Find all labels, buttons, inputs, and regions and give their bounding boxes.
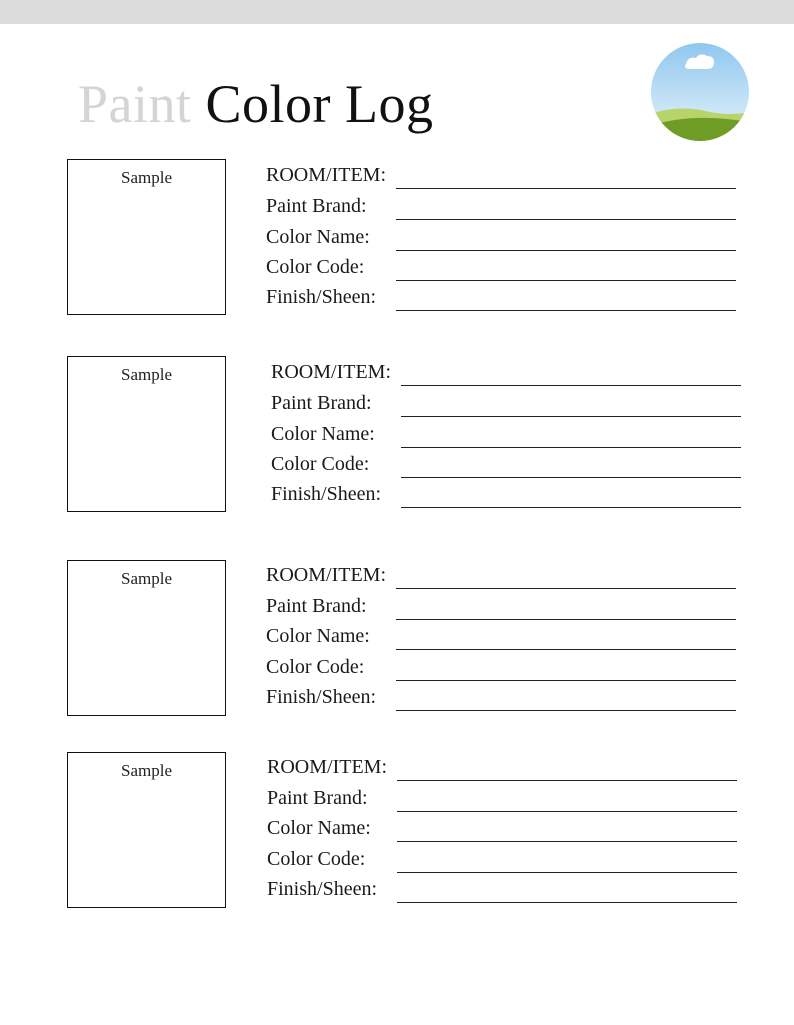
color-code-line[interactable] bbox=[397, 872, 737, 873]
landscape-sky-grass-icon bbox=[650, 42, 750, 142]
finish-sheen-line[interactable] bbox=[397, 902, 737, 903]
room-item-line[interactable] bbox=[396, 588, 736, 589]
room-item-label: ROOM/ITEM: bbox=[266, 164, 386, 186]
color-name-line[interactable] bbox=[401, 447, 741, 448]
sample-swatch-box[interactable] bbox=[67, 560, 226, 716]
paint-brand-line[interactable] bbox=[397, 811, 737, 812]
color-code-line[interactable] bbox=[401, 477, 741, 478]
color-code-label: Color Code: bbox=[266, 256, 365, 278]
paint-brand-label: Paint Brand: bbox=[266, 195, 367, 217]
title-part-paint: Paint bbox=[78, 74, 192, 134]
color-name-label: Color Name: bbox=[267, 817, 371, 839]
color-name-field[interactable] bbox=[267, 815, 747, 845]
finish-sheen-line[interactable] bbox=[396, 710, 736, 711]
finish-sheen-field[interactable] bbox=[267, 876, 747, 906]
color-name-field[interactable] bbox=[266, 224, 746, 254]
paint-brand-label: Paint Brand: bbox=[266, 595, 367, 617]
room-item-field[interactable] bbox=[267, 754, 747, 784]
color-entry-2 bbox=[0, 356, 794, 516]
color-name-line[interactable] bbox=[397, 841, 737, 842]
room-item-line[interactable] bbox=[401, 385, 741, 386]
finish-sheen-field[interactable] bbox=[271, 481, 751, 511]
color-entry-3 bbox=[0, 560, 794, 720]
paint-brand-label: Paint Brand: bbox=[271, 392, 372, 414]
sample-label: Sample bbox=[121, 761, 172, 780]
room-item-line[interactable] bbox=[397, 780, 737, 781]
finish-sheen-label: Finish/Sheen: bbox=[266, 286, 377, 308]
color-name-label: Color Name: bbox=[271, 423, 375, 445]
finish-sheen-line[interactable] bbox=[396, 310, 736, 311]
color-code-field[interactable] bbox=[267, 846, 747, 876]
color-code-label: Color Code: bbox=[271, 453, 370, 475]
page-title bbox=[78, 72, 434, 136]
room-item-field[interactable] bbox=[266, 562, 746, 592]
paint-brand-line[interactable] bbox=[396, 619, 736, 620]
color-code-field[interactable] bbox=[266, 254, 746, 284]
top-bar bbox=[0, 0, 794, 24]
color-code-label: Color Code: bbox=[266, 656, 365, 678]
room-item-label: ROOM/ITEM: bbox=[271, 361, 391, 383]
color-name-line[interactable] bbox=[396, 649, 736, 650]
color-code-field[interactable] bbox=[266, 654, 746, 684]
finish-sheen-label: Finish/Sheen: bbox=[267, 878, 378, 900]
color-name-field[interactable] bbox=[266, 623, 746, 653]
color-code-line[interactable] bbox=[396, 680, 736, 681]
sample-swatch-box[interactable] bbox=[67, 752, 226, 908]
finish-sheen-label: Finish/Sheen: bbox=[266, 686, 377, 708]
color-name-label: Color Name: bbox=[266, 226, 370, 248]
sample-swatch-box[interactable] bbox=[67, 159, 226, 315]
sample-label: Sample bbox=[121, 168, 172, 187]
room-item-field[interactable] bbox=[266, 162, 746, 192]
finish-sheen-label: Finish/Sheen: bbox=[271, 483, 382, 505]
room-item-field[interactable] bbox=[271, 359, 751, 389]
room-item-label: ROOM/ITEM: bbox=[267, 756, 387, 778]
sample-label: Sample bbox=[121, 365, 172, 384]
color-name-label: Color Name: bbox=[266, 625, 370, 647]
color-entry-1 bbox=[0, 159, 794, 319]
paint-brand-field[interactable] bbox=[267, 785, 747, 815]
color-code-line[interactable] bbox=[396, 280, 736, 281]
room-item-label: ROOM/ITEM: bbox=[266, 564, 386, 586]
paint-brand-field[interactable] bbox=[266, 593, 746, 623]
sample-label: Sample bbox=[121, 569, 172, 588]
finish-sheen-field[interactable] bbox=[266, 284, 746, 314]
paint-brand-label: Paint Brand: bbox=[267, 787, 368, 809]
color-entry-4 bbox=[0, 752, 794, 912]
color-code-label: Color Code: bbox=[267, 848, 366, 870]
room-item-line[interactable] bbox=[396, 188, 736, 189]
finish-sheen-line[interactable] bbox=[401, 507, 741, 508]
color-name-field[interactable] bbox=[271, 421, 751, 451]
paint-brand-line[interactable] bbox=[396, 219, 736, 220]
color-code-field[interactable] bbox=[271, 451, 751, 481]
finish-sheen-field[interactable] bbox=[266, 684, 746, 714]
color-name-line[interactable] bbox=[396, 250, 736, 251]
paint-brand-field[interactable] bbox=[266, 193, 746, 223]
title-part-color-log: Color Log bbox=[205, 74, 434, 134]
sample-swatch-box[interactable] bbox=[67, 356, 226, 512]
paint-brand-field[interactable] bbox=[271, 390, 751, 420]
paint-brand-line[interactable] bbox=[401, 416, 741, 417]
